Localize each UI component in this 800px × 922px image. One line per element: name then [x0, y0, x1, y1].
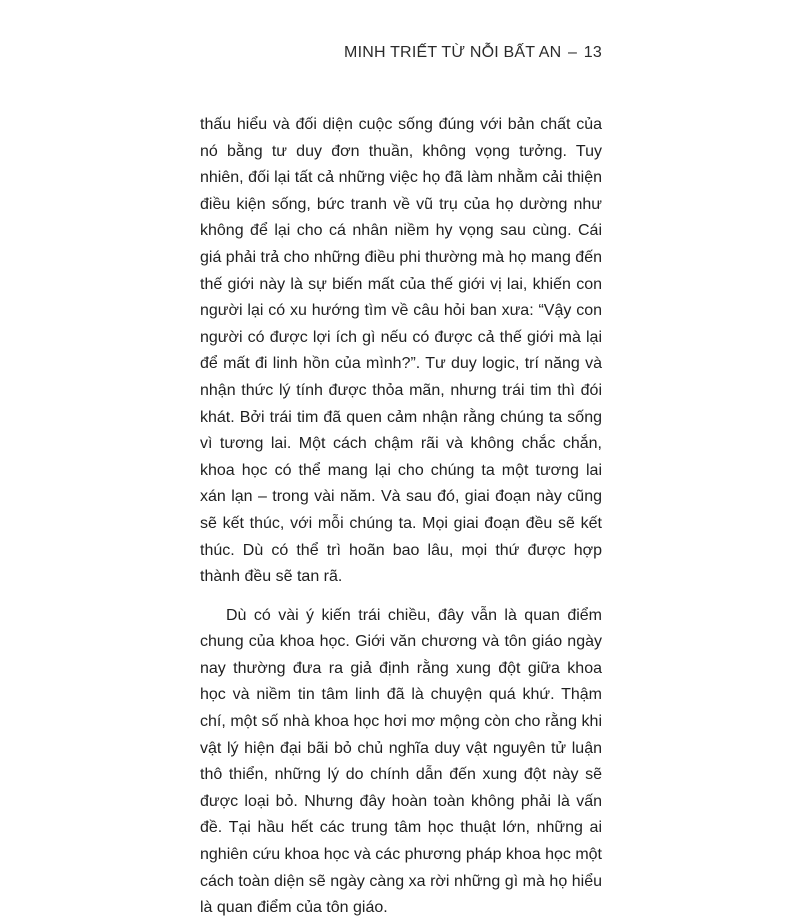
- page-number: 13: [583, 44, 602, 61]
- paragraph-2: Dù có vài ý kiến trái chiều, đây vẫn là quan điểm chung của khoa học. Giới văn chương và tôn giáo ngày nay thường đưa ra giả định rằng xung đột giữa khoa học và niềm tin tâm linh đã là chuyện quá khứ. Thậm chí, một số nhà khoa học hơi mơ mộng còn cho rằng khi vật lý hiện đại bãi bỏ chủ nghĩa duy vật nguyên tử luận thô thiển, những lý do chính dẫn đến xung đột này sẽ được loại bỏ. Nhưng đây hoàn toàn không phải là vấn đề. Tại hầu hết các trung tâm học thuật lớn, những ai nghiên cứu khoa học và các phương pháp khoa học một cách toàn diện sẽ ngày càng xa rời những gì mà họ hiểu là quan điểm của tôn giáo.: [200, 606, 602, 917]
- running-header: [344, 44, 602, 62]
- book-title: MINH TRIẾT TỪ NỖI BẤT AN: [344, 44, 562, 61]
- body-text: [200, 112, 602, 922]
- header-separator: –: [568, 44, 578, 61]
- paragraph-1: thấu hiểu và đối diện cuộc sống đúng với bản chất của nó bằng tư duy đơn thuần, không vọng tưởng. Tuy nhiên, đối lại tất cả những việc họ đã làm nhằm cải thiện điều kiện sống, bức tranh về vũ trụ của họ dường như không để lại cho cá nhân niềm hy vọng sau cùng. Cái giá phải trả cho những điều phi thường mà họ mang đến thế giới này là sự biến mất của thế giới vị lai, khiến con người lại có xu hướng tìm về câu hỏi ban xưa: “Vậy con người có được lợi ích gì nếu có được cả thế giới mà lại để mất đi linh hồn của mình?”. Tư duy logic, trí năng và nhận thức lý tính được thỏa mãn, nhưng trái tim thì đói khát. Bởi trái tim đã quen cảm nhận rằng chúng ta sống vì tương lai. Một cách chậm rãi và không chắc chắn, khoa học có thể mang lại cho chúng ta một tương lai xán lạn – trong vài năm. Và sau đó, giai đoạn này cũng sẽ kết thúc, với mỗi chúng ta. Mọi giai đoạn đều sẽ kết thúc. Dù có thể trì hoãn bao lâu, mọi thứ được hợp thành đều sẽ tan rã.: [200, 116, 602, 586]
